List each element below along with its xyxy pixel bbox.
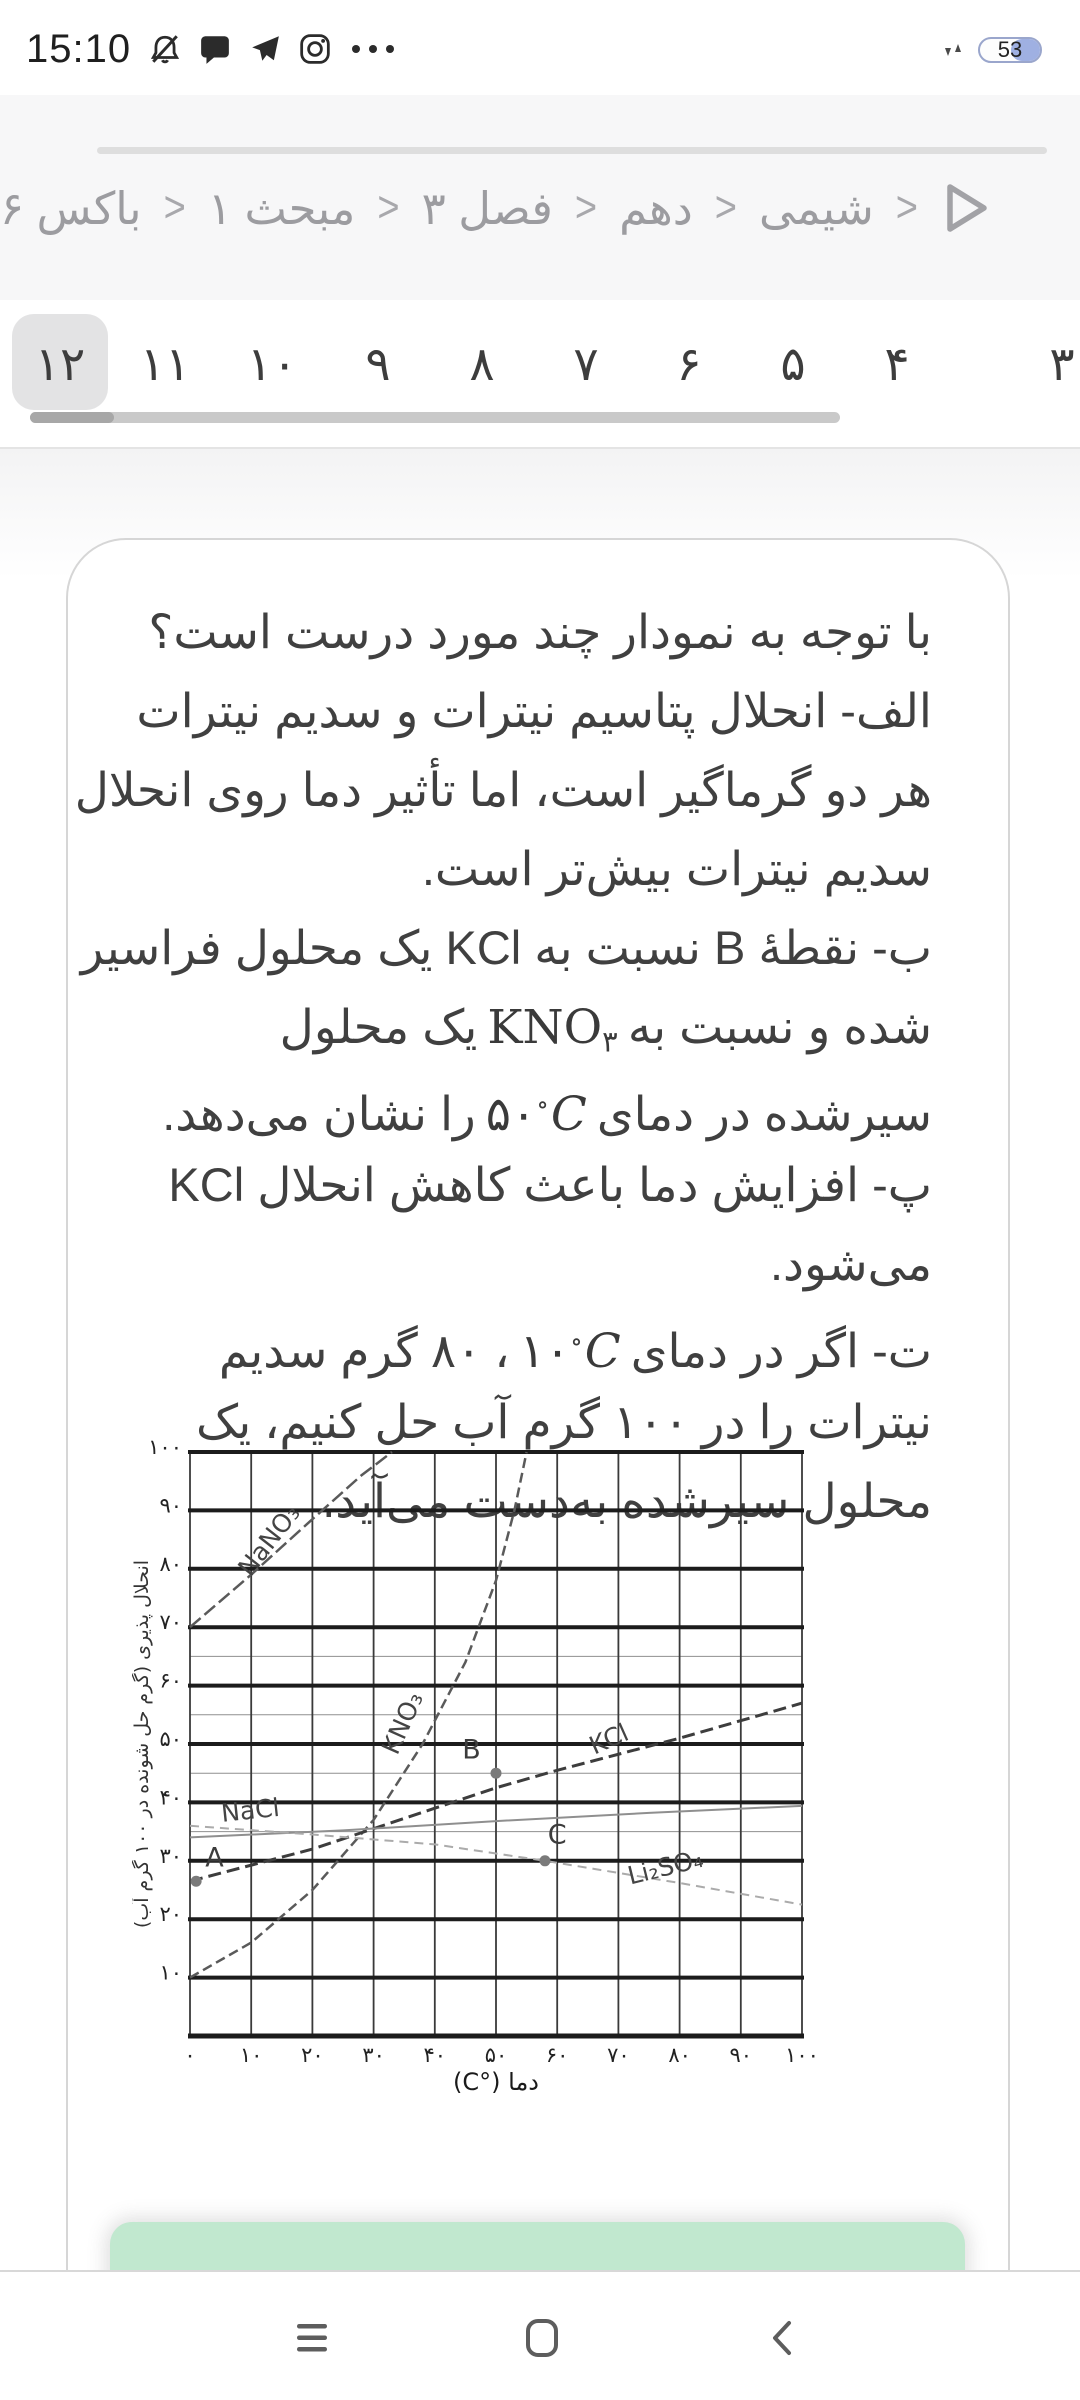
svg-text:۵۰: ۵۰ xyxy=(484,2043,508,2067)
svg-text:۸۰: ۸۰ xyxy=(159,1551,182,1576)
solubility-chart xyxy=(132,1438,822,2102)
breadcrumb-separator-icon: < xyxy=(574,183,598,232)
math-formula: KNO۳ xyxy=(487,1000,618,1059)
question-line xyxy=(108,671,932,750)
battery-icon xyxy=(978,37,1042,63)
svg-text:۸۰: ۸۰ xyxy=(668,2043,691,2067)
tabs-scrollbar-thumb[interactable] xyxy=(30,412,114,423)
question-line-text: الف- انحلال پتاسیم نیترات و سدیم نیترات xyxy=(136,684,932,737)
svg-text:NaNO₃: NaNO₃ xyxy=(232,1498,306,1582)
question-line-text: شده و نسبت به xyxy=(627,1000,932,1053)
question-line xyxy=(108,1224,932,1303)
breadcrumb-separator-icon: < xyxy=(377,183,400,232)
svg-text:۹۰: ۹۰ xyxy=(729,2043,753,2067)
breadcrumb-item[interactable]: باکس ۶ xyxy=(0,182,142,234)
question-line-text: محلول سیرشده به‌دست می‌آید. xyxy=(322,1474,932,1527)
question-line xyxy=(74,750,932,829)
svg-text:۴۰: ۴۰ xyxy=(159,1785,182,1810)
math-formula: ۵۰∘C xyxy=(485,1086,587,1142)
breadcrumb-separator-icon: < xyxy=(895,183,918,232)
question-line-text: با توجه به نمودار چند مورد درست است؟ xyxy=(148,605,932,658)
tab-number-active[interactable]: ۱۲ xyxy=(34,337,86,390)
svg-text:۱۰: ۱۰ xyxy=(159,1960,182,1985)
svg-text:۱۰: ۱۰ xyxy=(239,2043,263,2067)
svg-text:۱۰۰: ۱۰۰ xyxy=(148,1438,182,1459)
question-line xyxy=(108,592,932,671)
tab-number[interactable]: ۱۱ xyxy=(139,337,191,390)
back-icon[interactable] xyxy=(752,2310,812,2366)
svg-text:۰: ۰ xyxy=(184,2043,196,2067)
data-arrows-icon xyxy=(942,40,964,60)
clock: 15:10 xyxy=(26,26,132,71)
status-right-cluster xyxy=(942,30,1042,70)
breadcrumb-item[interactable]: فصل ۳ xyxy=(421,182,553,234)
svg-text:۶۰: ۶۰ xyxy=(545,2043,569,2067)
instagram-icon xyxy=(299,33,331,65)
question-number-tabs xyxy=(0,300,1080,447)
svg-text:۹۰: ۹۰ xyxy=(159,1493,182,1518)
math-formula: ۱۰∘C xyxy=(519,1323,621,1379)
tab-number[interactable]: ۸ xyxy=(469,337,495,390)
question-line xyxy=(108,1066,932,1145)
header-band xyxy=(0,95,1080,300)
more-dots-icon xyxy=(349,42,397,56)
question-line-text: ، ۸۰ گرم سدیم xyxy=(218,1323,510,1377)
svg-text:۷۰: ۷۰ xyxy=(159,1610,182,1635)
svg-text:۳۰: ۳۰ xyxy=(159,1843,182,1868)
question-line xyxy=(108,987,932,1066)
question-line-text: نیترات را در ۱۰۰ گرم آب حل کنیم، یک xyxy=(196,1395,932,1448)
svg-text:۵۰: ۵۰ xyxy=(159,1727,182,1751)
bell-muted-icon xyxy=(149,33,181,65)
tab-number[interactable]: ۴ xyxy=(884,337,910,390)
svg-text:۲۰: ۲۰ xyxy=(159,1902,182,1927)
question-line-text: سدیم نیترات بیش‌تر است. xyxy=(421,842,932,895)
question-text xyxy=(74,592,932,1540)
breadcrumb-item[interactable]: دهم xyxy=(619,182,693,234)
breadcrumb-item[interactable]: مبحث ۱ xyxy=(207,182,356,234)
play-icon[interactable] xyxy=(940,179,992,237)
battery-percent: 53 xyxy=(997,37,1023,62)
tab-number[interactable]: ۱۰ xyxy=(246,337,298,390)
svg-text:۱۰۰: ۱۰۰ xyxy=(785,2043,819,2067)
chat-bubble-icon xyxy=(199,33,231,65)
svg-text:KCl: KCl xyxy=(584,1717,633,1761)
drag-handle[interactable] xyxy=(97,147,1047,154)
question-line-text: هر دو گرماگیر است، اما تأثیر دما روی انحلال xyxy=(74,763,932,816)
tab-number[interactable]: ۹ xyxy=(365,337,391,390)
question-line-text: یک محلول xyxy=(279,1000,478,1053)
svg-text:انحلال پذیری (گرم حل شونده در: انحلال پذیری (گرم حل شونده در ۱۰۰ گرم آب) xyxy=(132,1559,153,1929)
svg-text:KNO₃: KNO₃ xyxy=(376,1687,429,1759)
question-line-text: ت- اگر در دمای xyxy=(630,1323,932,1377)
question-line xyxy=(108,1145,932,1224)
svg-text:دما (°C): دما (°C) xyxy=(453,2068,539,2096)
tab-number[interactable]: ۳ xyxy=(1049,337,1075,390)
svg-text:۳۰: ۳۰ xyxy=(362,2043,385,2067)
svg-text:۲۰: ۲۰ xyxy=(301,2043,324,2067)
tab-number[interactable]: ۶ xyxy=(676,337,702,390)
svg-text:۶۰: ۶۰ xyxy=(159,1668,182,1693)
navigation-bar xyxy=(0,2270,1080,2400)
svg-text:۷۰: ۷۰ xyxy=(607,2043,630,2067)
recents-icon[interactable] xyxy=(282,2310,342,2366)
breadcrumb-item[interactable]: شیمی xyxy=(758,182,874,234)
svg-text:A: A xyxy=(205,1842,224,1874)
question-line-text: ب- نقطهٔ B نسبت به KCl یک محلول فراسیر xyxy=(80,921,932,974)
question-line-text: سیرشده در دمای xyxy=(596,1086,932,1140)
status-bar xyxy=(0,0,1080,95)
question-line xyxy=(80,908,932,987)
svg-text:۴۰: ۴۰ xyxy=(423,2043,447,2067)
question-line-text: پ- افزایش دما باعث کاهش انحلال KCl xyxy=(168,1158,932,1211)
question-line-text: می‌شود. xyxy=(770,1237,932,1290)
tabs-scrollbar[interactable] xyxy=(30,412,840,423)
question-line-text: را نشان می‌دهد. xyxy=(162,1086,476,1140)
breadcrumb-separator-icon: < xyxy=(714,183,737,232)
tab-number[interactable]: ۷ xyxy=(573,337,599,390)
tab-number[interactable]: ۵ xyxy=(780,337,806,390)
question-line xyxy=(108,1303,932,1382)
breadcrumb-separator-icon: < xyxy=(163,183,186,232)
svg-text:Li₂SO₄: Li₂SO₄ xyxy=(624,1843,706,1891)
question-card xyxy=(66,538,1010,2271)
svg-text:C: C xyxy=(547,1819,567,1851)
home-icon[interactable] xyxy=(512,2310,572,2366)
status-left-cluster xyxy=(26,26,397,72)
svg-text:NaCl: NaCl xyxy=(219,1792,281,1828)
breadcrumb xyxy=(0,173,992,243)
question-line xyxy=(108,829,932,908)
telegram-icon xyxy=(249,33,281,65)
svg-text:B: B xyxy=(462,1734,481,1766)
